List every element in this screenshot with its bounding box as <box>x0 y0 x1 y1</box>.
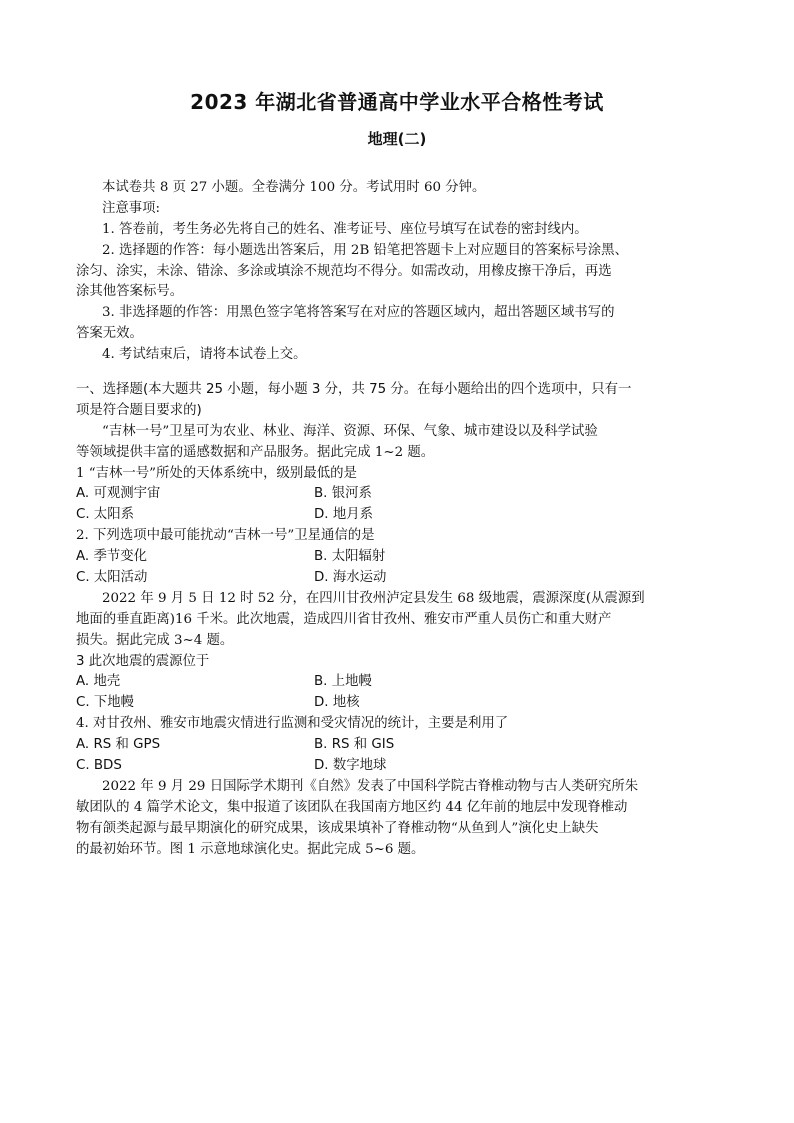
option-b: B. 银河系 <box>314 486 372 502</box>
passage-text: 敏团队的 4 篇学术论文，集中报道了该团队在我国南方地区约 44 亿年前的地层中发现脊椎动 <box>76 799 628 815</box>
notice-item-3-cont: 答案无效。 <box>76 326 143 342</box>
options-row <box>76 735 726 756</box>
option-a: A. 可观测宇宙 <box>76 486 161 502</box>
options-row <box>76 547 726 568</box>
option-a: A. 地壳 <box>76 674 121 690</box>
option-c: C. BDS <box>76 758 122 774</box>
notice-item-2: 2. 选择题的作答：每小题选出答案后，用 2B 铅笔把答题卡上对应题目的答案标号涂黑、 <box>102 242 628 258</box>
option-a: A. 季节变化 <box>76 549 147 565</box>
passage-text: 2022 年 9 月 5 日 12 时 52 分，在四川甘孜州泸定县发生 68 级地震，震源深度(从震源到 <box>102 590 645 606</box>
option-d: D. 地核 <box>314 695 360 711</box>
passage-text: 物有颌类起源与最早期演化的研究成果，该成果填补了脊椎动物“从鱼到人”演化史上缺失 <box>76 820 599 836</box>
passage-text: 损失。据此完成 3~4 题。 <box>76 632 234 648</box>
passage-text: “吉林一号”卫星可为农业、林业、海洋、资源、环保、气象、城市建设以及科学试验 <box>102 423 598 439</box>
option-d: D. 数字地球 <box>314 758 387 774</box>
passage-text: 等领域提供丰富的遥感数据和产品服务。据此完成 1~2 题。 <box>76 444 435 460</box>
question-stem-1: 1 “吉林一号”所处的天体系统中，级别最低的是 <box>76 465 357 481</box>
exam-title: 2023 年湖北省普通高中学业水平合格性考试 <box>190 90 604 114</box>
options-row <box>76 672 726 693</box>
notice-item-2-cont: 涂匀、涂实，未涂、错涂、多涂或填涂不规范均不得分。如需改动，用橡皮擦干净后，再选 <box>76 263 612 279</box>
options-row <box>76 568 726 589</box>
option-b: B. RS 和 GIS <box>314 737 395 753</box>
question-stem-3: 3 此次地震的震源位于 <box>76 653 210 669</box>
options-row <box>76 693 726 714</box>
notice-item-1: 1. 答卷前，考生务必先将自己的姓名、准考证号、座位号填写在试卷的密封线内。 <box>102 221 588 237</box>
exam-body <box>76 178 726 861</box>
option-c: C. 太阳系 <box>76 507 135 523</box>
options-row <box>76 484 726 505</box>
option-d: D. 地月系 <box>314 507 373 523</box>
option-b: B. 上地幔 <box>314 674 372 690</box>
question-stem-4: 4. 对甘孜州、雅安市地震灾情进行监测和受灾情况的统计，主要是利用了 <box>76 716 509 732</box>
option-a: A. RS 和 GPS <box>76 737 161 753</box>
option-b: B. 太阳辐射 <box>314 549 386 565</box>
section-heading: 一、选择题(本大题共 25 小题，每小题 3 分，共 75 分。在每小题给出的四个选项中，只有一 <box>76 382 632 398</box>
option-c: C. 太阳活动 <box>76 570 148 586</box>
exam-subtitle: 地理(二) <box>367 130 427 148</box>
notice-item-2-cont: 涂其他答案标号。 <box>76 284 184 300</box>
passage-text: 的最初始环节。图 1 示意地球演化史。据此完成 5~6 题。 <box>76 841 425 857</box>
instructions-summary: 本试卷共 8 页 27 小题。全卷满分 100 分。考试用时 60 分钟。 <box>102 180 486 195</box>
notice-item-3: 3. 非选择题的作答：用黑色签字笔将答案写在对应的答题区域内，超出答题区域书写的 <box>102 305 615 321</box>
passage-text: 2022 年 9 月 29 日国际学术期刊《自然》发表了中国科学院古脊椎动物与古人类研究所朱 <box>102 778 639 794</box>
passage-text: 地面的垂直距离)16 千米。此次地震，造成四川省甘孜州、雅安市严重人员伤亡和重大财产 <box>76 611 612 627</box>
notice-item-4: 4. 考试结束后，请将本试卷上交。 <box>102 347 307 363</box>
notice-heading: 注意事项: <box>102 200 161 216</box>
option-c: C. 下地幔 <box>76 695 135 711</box>
options-row <box>76 756 726 777</box>
options-row <box>76 505 726 526</box>
section-heading-cont: 项是符合题目要求的) <box>76 402 202 418</box>
option-d: D. 海水运动 <box>314 570 387 586</box>
question-stem-2: 2. 下列选项中最可能扰动“吉林一号”卫星通信的是 <box>76 528 375 544</box>
